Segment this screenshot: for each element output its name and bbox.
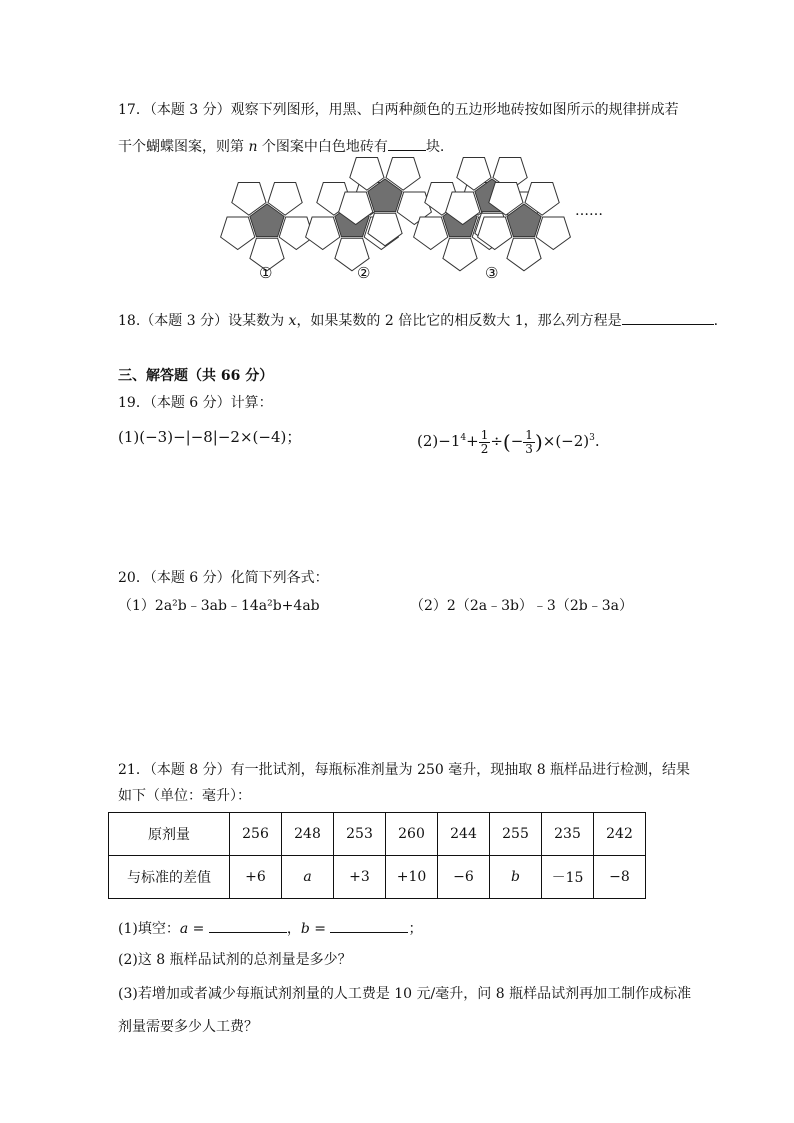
q18-line	[118, 310, 718, 331]
q19-p1-end: ；	[286, 428, 302, 446]
q17-line1: 17．（本题 3 分）观察下列图形，用黑、白两种颜色的五边形地砖按如图所示的规律拼成若	[118, 102, 679, 118]
q18-var-x: x	[288, 313, 297, 329]
table-row-difference	[109, 856, 646, 899]
table-cell: −6	[438, 856, 490, 899]
q21-eq-b: =	[309, 921, 331, 937]
white-pentagon-tile	[414, 217, 448, 250]
q19-p2-frac1-den: 2	[480, 441, 489, 456]
dosage-table	[108, 812, 646, 899]
q18-text-c: .	[713, 313, 719, 329]
q19-p2-exp-a: 4	[460, 433, 467, 443]
q18-text-a: 18.（本题 3 分）设某数为	[118, 313, 289, 329]
q19-title: 19．（本题 6 分）计算：	[118, 395, 273, 411]
q17-text-a: 干个蝴蝶图案，则第	[118, 139, 249, 155]
q19-p2-exp-tail: 3	[589, 433, 595, 443]
q18-answer-blank[interactable]	[622, 310, 714, 325]
table-cell: +6	[230, 856, 282, 899]
table-header-original: 原剂量	[109, 813, 230, 856]
q19-p2-plus: +	[466, 432, 479, 450]
q20-title: 20．（本题 6 分）化简下列各式：	[118, 570, 329, 586]
table-cell: 235	[542, 813, 594, 856]
q19-p2-div: ÷	[490, 432, 503, 450]
q20-part2: （2）2（2a﹣3b）﹣3（2b﹣3a）	[410, 598, 633, 614]
white-pentagon-tile	[536, 217, 570, 250]
q19-part1	[118, 427, 301, 447]
table-cell: 244	[438, 813, 490, 856]
table-cell: +10	[386, 856, 438, 899]
figure-label-3: ③	[485, 264, 499, 282]
q19-p2-frac1-num: 1	[480, 427, 489, 442]
table-cell: +3	[334, 856, 386, 899]
q18-text-b: ，如果某数的 2 倍比它的相反数大 1，那么列方程是	[296, 313, 622, 329]
q21-line2: 如下（单位：毫升）：	[118, 788, 251, 804]
q19-p2-frac2-num: 1	[525, 427, 533, 442]
q21-fill-end: ；	[408, 921, 423, 937]
q21-eq-a: =	[188, 921, 209, 937]
q21-var-b: b	[300, 921, 310, 937]
q21-sub2: (2)这 8 瓶样品试剂的总剂量是多少？	[118, 952, 352, 968]
table-cell: 248	[282, 813, 334, 856]
q19-p2-frac2-den: 3	[525, 441, 533, 456]
q19-p2-fraction-1	[479, 429, 491, 456]
white-pentagon-tile	[306, 217, 340, 250]
q21-line1: 21．（本题 8 分）有一批试剂，每瓶标准剂量为 250 毫升，现抽取 8 瓶样品进行检测，结果	[118, 762, 691, 778]
table-cell-unknown-a: a	[282, 856, 334, 899]
q19-p2-right-paren: )	[534, 430, 543, 454]
butterfly-pattern-figure	[0, 0, 794, 300]
table-cell: −8	[594, 856, 646, 899]
q19-p2-part-a: −1	[438, 432, 461, 450]
table-cell: 255	[490, 813, 542, 856]
q21-fill-line	[118, 918, 422, 939]
q21-sub3-line2: 剂量需要多少人工费？	[118, 1019, 258, 1035]
white-pentagon-tile	[443, 238, 477, 271]
table-cell-unknown-b: b	[490, 856, 542, 899]
table-cell: 242	[594, 813, 646, 856]
table-row-original	[109, 813, 646, 856]
q17-var-n: n	[248, 139, 258, 155]
q19-p2-fraction-2	[523, 429, 535, 456]
table-cell: 256	[230, 813, 282, 856]
q19-part2	[417, 418, 600, 462]
q19-p2-end: .	[594, 432, 600, 450]
q17-text-c: 块.	[425, 139, 445, 155]
q21-comma: ，	[286, 921, 301, 937]
table-cell: 260	[386, 813, 438, 856]
table-cell: －15	[542, 856, 594, 899]
q21-blank-a[interactable]	[209, 918, 287, 933]
q19-p2-label: (2)	[417, 432, 439, 450]
q19-p1-expr: (−3)−|−8|−2×(−4)	[139, 428, 287, 446]
figure-label-2: ②	[357, 264, 371, 282]
q21-fill-label: (1)填空：	[118, 921, 180, 937]
white-pentagon-tile	[221, 217, 255, 250]
q17-text-b: 个图案中白色地砖有	[257, 139, 388, 155]
q21-sub3-line1: (3)若增加或者减少每瓶试剂剂量的人工费是 10 元/毫升，问 8 瓶样品试剂再加工制作成标准	[118, 986, 692, 1002]
table-header-difference: 与标准的差值	[109, 856, 230, 899]
white-pentagon-tile	[507, 238, 541, 271]
q19-p2-tail: ×(−2)	[542, 432, 590, 450]
q17-ellipsis: ……	[575, 203, 603, 219]
section3-title: 三、解答题（共 66 分）	[118, 368, 274, 384]
q21-blank-b[interactable]	[330, 918, 408, 933]
table-cell: 253	[334, 813, 386, 856]
q19-p2-neg: −	[510, 432, 524, 450]
q21-var-a: a	[179, 921, 189, 937]
figure-label-1: ①	[259, 264, 273, 282]
q19-p1-label: (1)	[118, 428, 140, 446]
q20-part1: （1）2a²b﹣3ab﹣14a²b+4ab	[118, 598, 320, 614]
q19-p2-left-paren: (	[502, 430, 511, 454]
